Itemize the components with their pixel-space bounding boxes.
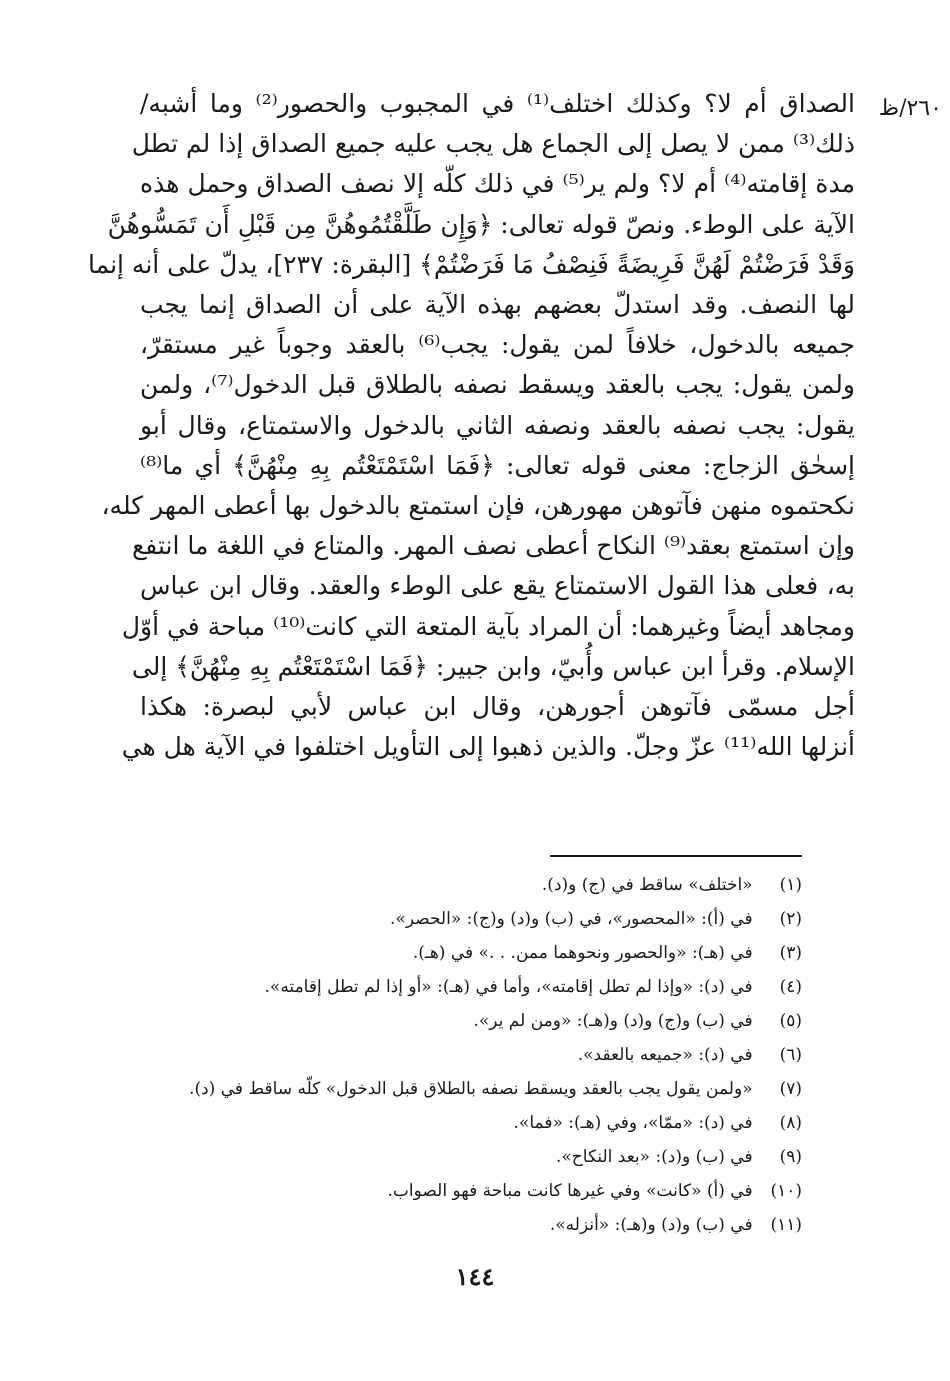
text-line: ولمن يقول: يجب بالعقد ويسقط نصفه بالطلاق قبل الدخول⁽⁷⁾، ولمن bbox=[140, 370, 855, 400]
text-line: أجل مسمّى فآتوهن أجورهن، وقال ابن عباس لأبي لبصرة: هكذا bbox=[140, 692, 855, 722]
footnote-number: (١٠) bbox=[770, 1181, 802, 1201]
footnote bbox=[102, 970, 802, 1004]
footnote bbox=[102, 902, 802, 936]
text-line: مدة إقامته⁽⁴⁾ أم لا؟ ولم ير⁽⁵⁾ في ذلك كلّه إلا نصف الصداق وحمل هذه bbox=[140, 169, 855, 199]
footnote-number: (٤) bbox=[779, 977, 802, 997]
footnote-number: (٧) bbox=[779, 1079, 802, 1099]
footnote-text: في (ب) و(ج) و(د) و(هـ): «ومن لم ير». bbox=[473, 1011, 753, 1031]
footnote bbox=[102, 1140, 802, 1174]
text-line: إسحٰق الزجاج: معنى قوله تعالى: ﴿فَمَا اسْتَمْتَعْتُم بِهِ مِنْهُنَّ﴾ أي ما⁽⁸⁾ bbox=[140, 450, 855, 480]
footnote-number: (٨) bbox=[779, 1113, 802, 1133]
footnote-text: في (ب) و(د) و(هـ): «أنزله». bbox=[549, 1215, 753, 1235]
text-line: يقول: يجب نصفه بالعقد ونصفه الثاني بالدخول والاستمتاع، وقال أبو bbox=[140, 410, 855, 440]
footnote-number: (٩) bbox=[779, 1147, 802, 1167]
footnote bbox=[102, 1208, 802, 1242]
text-line: أنزلها الله⁽¹¹⁾ عزّ وجلّ. والذين ذهبوا إلى التأويل اختلفوا في الآية هل هي bbox=[121, 732, 855, 762]
footnote-text: «ولمن يقول يجب بالعقد ويسقط نصفه بالطلاق قبل الدخول» كلّه ساقط في (د). bbox=[189, 1079, 753, 1099]
footnote bbox=[102, 1072, 802, 1106]
footnote-number: (١) bbox=[779, 875, 802, 895]
footnote bbox=[102, 1038, 802, 1072]
text-line: نكحتموه منهن فآتوهن مهورهن، فإن استمتع بالدخول بها أعطى المهر كله، bbox=[101, 491, 855, 521]
manuscript-folio-marker: ٢٦٠/ظ bbox=[878, 96, 942, 121]
footnotes-section bbox=[102, 868, 802, 1242]
footnote-number: (٣) bbox=[779, 943, 802, 963]
footnote-text: «اختلف» ساقط في (ج) و(د). bbox=[541, 875, 753, 895]
footnote bbox=[102, 1174, 802, 1208]
footnote-number: (٦) bbox=[779, 1045, 802, 1065]
text-line: وَقَدْ فَرَضْتُمْ لَهُنَّ فَرِيضَةً فَنِصْفُ مَا فَرَضْتُمْ﴾ [البقرة: ٢٣٧]، يدلّ على أنه إنما bbox=[88, 249, 855, 279]
footnote bbox=[102, 1004, 802, 1038]
footnote bbox=[102, 936, 802, 970]
text-line: ومجاهد أيضاً وغيرهما: أن المراد بآية المتعة التي كانت⁽¹⁰⁾ مباحة في أوّل bbox=[121, 611, 855, 641]
text-line: الإسلام. وقرأ ابن عباس وأُبيّ، وابن جبير: ﴿فَمَا اسْتَمْتَعْتُم بِهِ مِنْهُنَّ﴾ إلى bbox=[131, 651, 855, 681]
text-line: الصداق أم لا؟ وكذلك اختلف⁽¹⁾ في المجبوب والحصور⁽²⁾ وما أشبه/ bbox=[140, 89, 855, 118]
footnote-text: في (أ): «المحصور»، في (ب) و(د) و(ج): «الحصر». bbox=[390, 909, 753, 929]
footnote bbox=[102, 868, 802, 902]
text-line: به، فعلى هذا القول الاستمتاع يقع على الوطء والعقد. وقال ابن عباس bbox=[140, 571, 855, 601]
footnote-number: (٢) bbox=[779, 909, 802, 929]
footnote-number: (١١) bbox=[770, 1215, 802, 1235]
text-line: لها النصف. وقد استدلّ بعضهم بهذه الآية على أن الصداق إنما يجب bbox=[140, 290, 855, 320]
footnote-text: في (د): «جميعه بالعقد». bbox=[577, 1045, 753, 1065]
page-number: ١٤٤ bbox=[455, 1262, 495, 1291]
footnote-text: في (هـ): «والحصور ونحوهما ممن. . .» في (هـ). bbox=[412, 943, 753, 963]
footnote-text: في (د): «ممّا»، وفي (هـ): «فما». bbox=[513, 1113, 753, 1133]
footnote-text: في (د): «وإذا لم تطل إقامته»، وأما في (هـ): «أو إذا لم تطل إقامته». bbox=[264, 977, 753, 997]
text-line: جميعه بالدخول، خلافاً لمن يقول: يجب⁽⁶⁾ بالعقد وجوباً غير مستقرّ، bbox=[140, 330, 855, 360]
text-line: ذلك⁽³⁾ ممن لا يصل إلى الجماع هل يجب عليه جميع الصداق إذا لم تطل bbox=[131, 129, 855, 159]
text-line: وإن استمتع بعقد⁽⁹⁾ النكاح أعطى نصف المهر. والمتاع في اللغة ما انتفع bbox=[132, 531, 855, 561]
footnote-text: في (أ) «كانت» وفي غيرها كانت مباحة فهو الصواب. bbox=[387, 1181, 753, 1201]
footnote bbox=[102, 1106, 802, 1140]
text-line: الآية على الوطء. ونصّ قوله تعالى: ﴿وَإِن طَلَّقْتُمُوهُنَّ مِن قَبْلِ أَن تَمَسُّوهُنَّ bbox=[107, 209, 855, 239]
footnote-separator bbox=[550, 855, 802, 857]
footnote-text: في (ب) و(د): «بعد النكاح». bbox=[556, 1147, 753, 1167]
footnote-number: (٥) bbox=[779, 1011, 802, 1031]
main-text-body bbox=[88, 84, 855, 767]
